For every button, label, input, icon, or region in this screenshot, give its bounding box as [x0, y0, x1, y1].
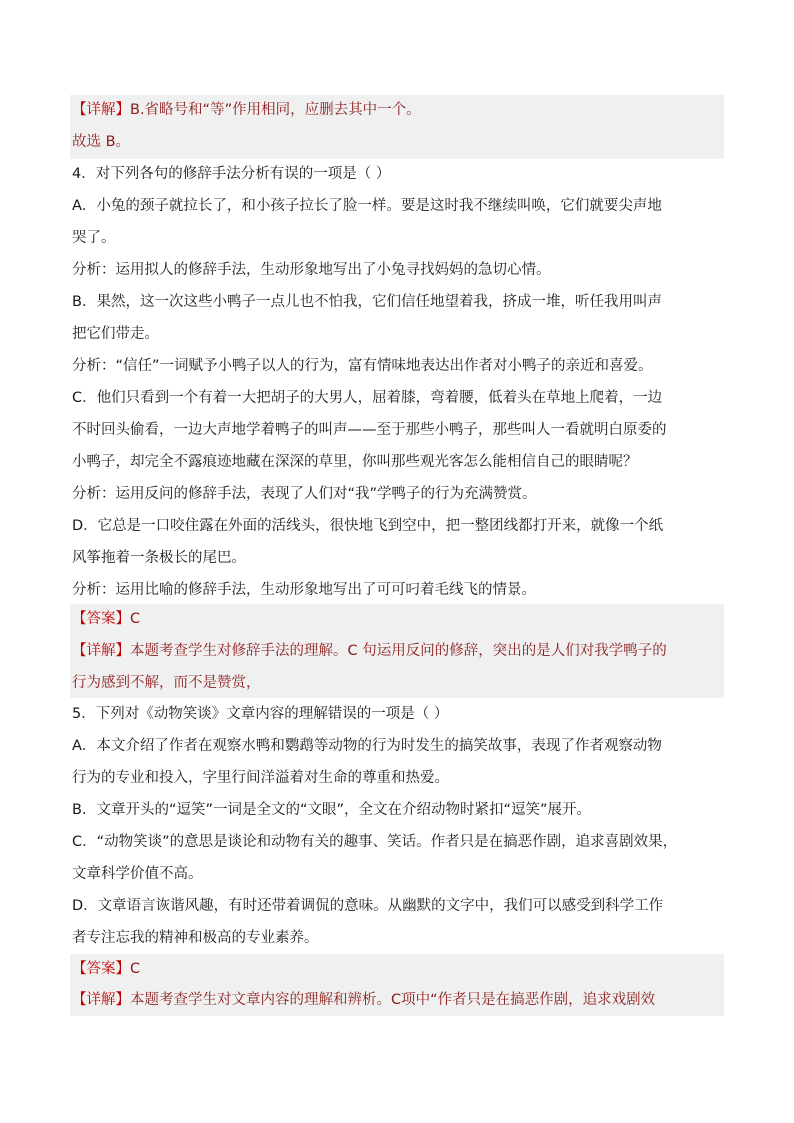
q4-answer-line [72, 604, 724, 635]
q4-option-c-analysis: 分析：运用反问的修辞手法，表现了人们对“我”学鸭子的行为充满赞赏。 [72, 486, 537, 502]
answer-value: C [130, 961, 141, 977]
q4-option-d-analysis: 分析：运用比喻的修辞手法，生动形象地写出了可可叼着毛线飞的情景。 [72, 582, 536, 598]
detail-line [72, 95, 724, 126]
detail-text: B.省略号和“等”作用相同，应删去其中一个。 [130, 102, 421, 118]
answer-tag: 【答案】 [72, 611, 130, 627]
q4-option-a-analysis: 分析：运用拟人的修辞手法，生动形象地写出了小兔寻找妈妈的急切心情。 [72, 262, 551, 278]
q4-option-d-line2: 风筝拖着一条极长的尾巴。 [72, 550, 246, 566]
detail-tag: 【详解】 [72, 992, 130, 1008]
q5-option-b-line1: B．文章开头的“逗笑”一词是全文的“文眼”，全文在介绍动物时紧扣“逗笑”展开。 [72, 802, 592, 818]
detail-tag: 【详解】 [72, 643, 130, 659]
q4-option-b-analysis: 分析：“信任”一词赋予小鸭子以人的行为，富有情味地表达出作者对小鸭子的亲近和喜爱。 [72, 358, 653, 374]
q4-option-b-line1: B．果然，这一次这些小鸭子一点儿也不怕我，它们信任地望着我，挤成一堆，听任我用叫声 [72, 294, 662, 310]
q4-option-c-line3: 小鸭子，却完全不露痕迹地藏在深深的草里，你叫那些观光客怎么能相信自己的眼睛呢？ [72, 454, 638, 470]
q4-option-d-line1: D．它总是一口咬住露在外面的活线头，很快地飞到空中，把一整团线都打开来，就像一个纸 [72, 518, 664, 534]
q5-option-d-line2: 者专注忘我的精神和极高的专业素养。 [72, 930, 319, 946]
q4-option-c-line2: 不时回头偷看，一边大声地学着鸭子的叫声——至于那些小鸭子，那些叫人一看就明白原委的 [72, 422, 667, 438]
question-5-stem: 5．下列对《动物笑谈》文章内容的理解错误的一项是（ ） [72, 706, 449, 722]
detail-text: 本题考查学生对修辞手法的理解。C 句运用反问的修辞，突出的是人们对我学鸭子的 [130, 643, 667, 659]
q4-option-a-line2: 哭了。 [72, 230, 116, 246]
q5-option-c-line1: C．“动物笑谈”的意思是谈论和动物有关的趣事、笑话。作者只是在搞恶作剧，追求喜剧效果， [72, 834, 678, 850]
q5-answer-line [72, 954, 724, 985]
conclusion-line: 故选 B。 [72, 134, 131, 150]
q5-option-c-line2: 文章科学价值不高。 [72, 866, 203, 882]
detail-text: 本题考查学生对文章内容的理解和辨析。C项中“作者只是在搞恶作剧，追求戏剧效 [130, 992, 656, 1008]
answer-tag: 【答案】 [72, 961, 130, 977]
q4-option-c-line1: C．他们只看到一个有着一大把胡子的大男人，屈着膝，弯着腰，低着头在草地上爬着，一边 [72, 390, 663, 406]
q4-detail-line1 [72, 636, 724, 667]
q5-detail-line1 [72, 985, 724, 1016]
q4-option-a-line1: A．小兔的颈子就拉长了，和小孩子拉长了脸一样。要是这时我不继续叫唤，它们就要尖声地 [72, 198, 662, 214]
question-4-stem: 4．对下列各句的修辞手法分析有误的一项是（ ） [72, 166, 391, 182]
q4-detail-line2: 行为感到不解，而不是赞赏， [72, 675, 261, 691]
answer-value: C [130, 611, 141, 627]
detail-tag: 【详解】 [72, 102, 130, 118]
q5-option-a-line2: 行为的专业和投入，字里行间洋溢着对生命的尊重和热爱。 [72, 770, 449, 786]
q5-option-d-line1: D．文章语言诙谐风趣，有时还带着调侃的意味。从幽默的文字中，我们可以感受到科学工作 [72, 898, 664, 914]
q5-option-a-line1: A．本文介绍了作者在观察水鸭和鹦鹉等动物的行为时发生的搞笑故事，表现了作者观察动物 [72, 738, 662, 754]
q4-option-b-line2: 把它们带走。 [72, 326, 159, 342]
